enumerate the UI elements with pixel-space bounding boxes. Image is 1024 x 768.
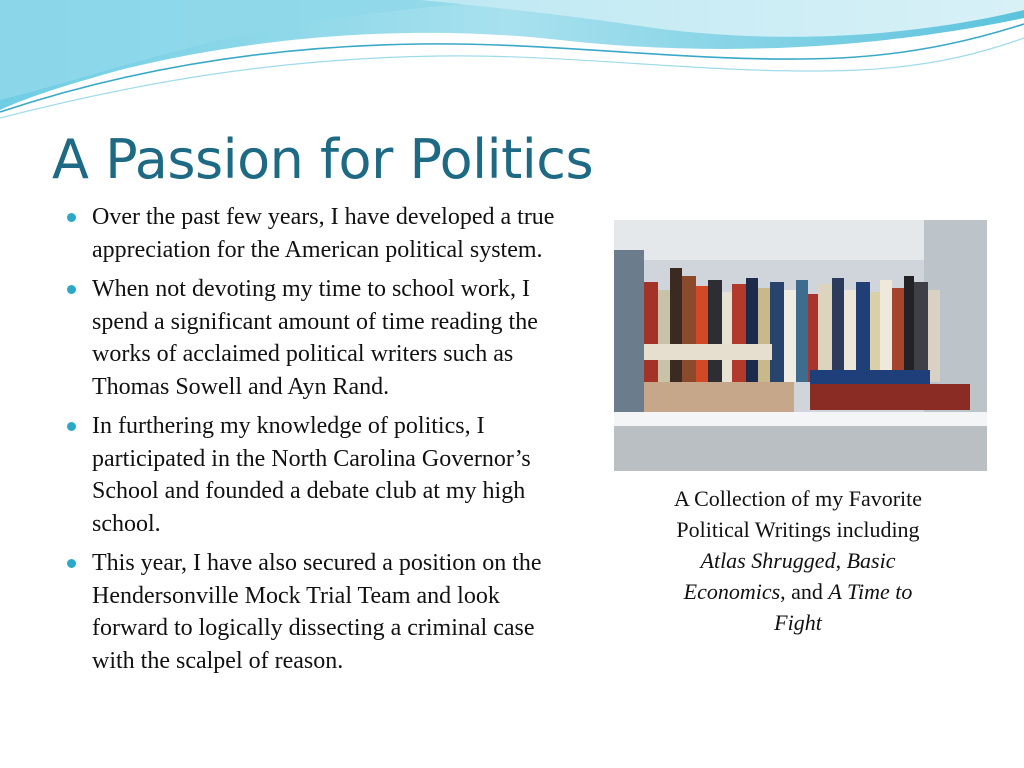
caption-separator: ,: [835, 548, 847, 573]
header-wave-decoration: [0, 0, 1024, 130]
caption-book-title-3: A Time to Fight: [774, 579, 913, 635]
bullet-text: Over the past few years, I have developed a true appreciation for the American political system.: [92, 204, 555, 263]
bullet-dot-icon: [67, 213, 76, 222]
caption-book-title-2: Basic Economics: [683, 548, 896, 604]
bullet-dot-icon: [67, 285, 76, 294]
bookshelf-image: [614, 220, 987, 471]
bullet-list: [66, 201, 576, 684]
bookshelf-photo: [614, 220, 987, 471]
bullet-text: This year, I have also secured a position on the Hendersonville Mock Trial Team and look forward to logically dissecting a criminal case with the scalpel of reason.: [92, 550, 542, 674]
bullet-item: [66, 201, 576, 266]
bullet-dot-icon: [67, 422, 76, 431]
bullet-text: When not devoting my time to school work, I spend a significant amount of time reading the works of acclaimed political writers such as Thomas Sowell and Ayn Rand.: [92, 276, 538, 400]
bullet-dot-icon: [67, 559, 76, 568]
caption-separator: , and: [780, 579, 829, 604]
slide-title: A Passion for Politics: [52, 128, 594, 191]
bullet-item: [66, 547, 576, 677]
bullet-text: In furthering my knowledge of politics, I participated in the North Carolina Governor’s School and founded a debate club at my high school.: [92, 413, 531, 537]
bullet-item: [66, 273, 576, 403]
caption-book-title-1: Atlas Shrugged: [700, 548, 836, 573]
bullet-item: [66, 410, 576, 540]
caption-text: A Collection of my Favorite Political Writings including: [673, 486, 923, 542]
photo-caption: [660, 483, 936, 638]
